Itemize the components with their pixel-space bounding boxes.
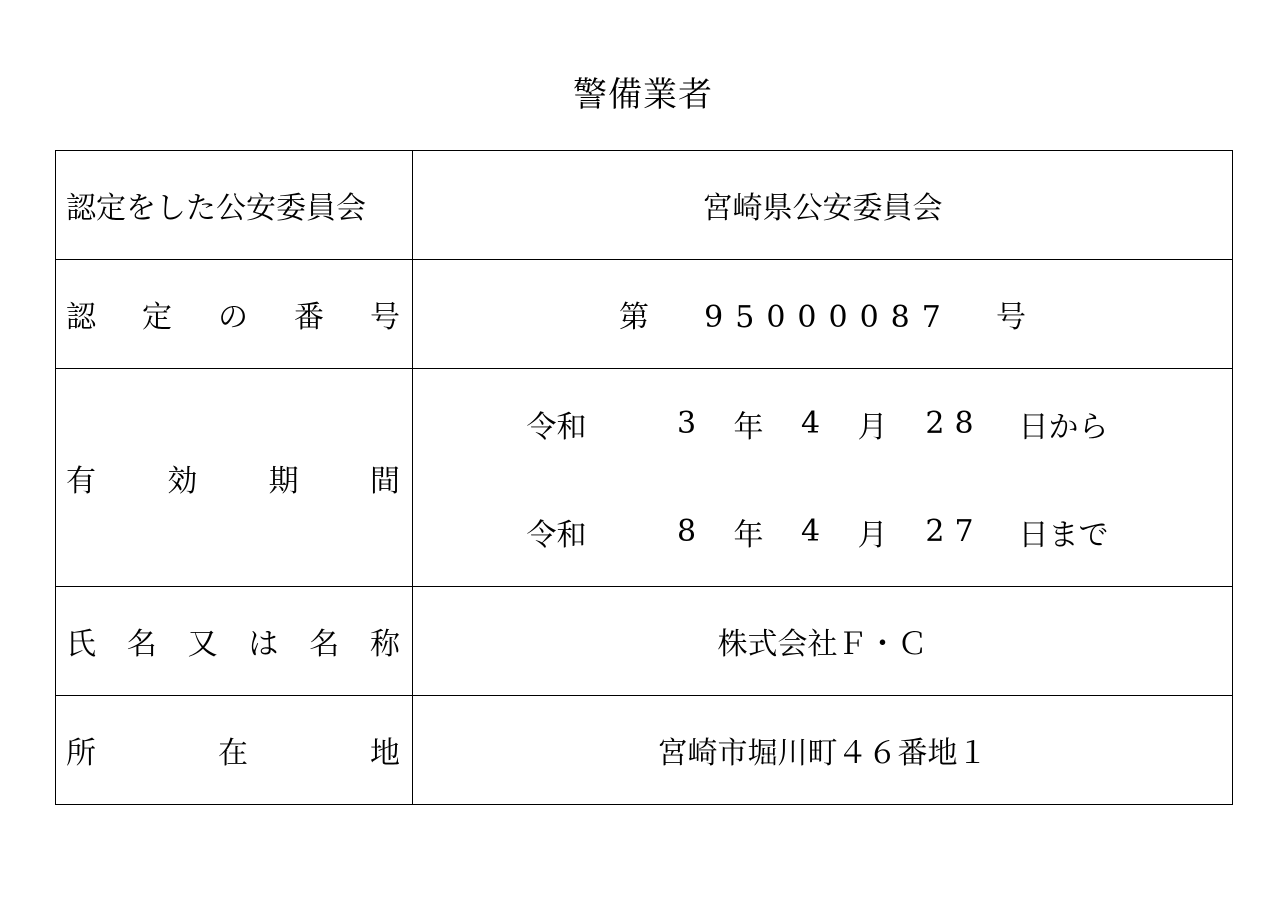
certificate-table [55,150,1233,805]
name-label [56,619,412,663]
from-day: 28 [925,406,984,441]
row-name [56,587,1233,696]
name-label-char: 氏 [66,627,96,662]
to-day: 27 [925,514,984,549]
name-label-char: 称 [369,627,400,662]
number-label-char: 号 [370,300,400,335]
from-month: 4 [800,406,821,441]
address-label-cell [56,696,413,805]
period-label [56,456,412,500]
number-label [56,292,412,336]
address-label [56,728,412,772]
from-month-unit: 月 [857,409,888,445]
commission-value: 宮崎県公安委員会 [702,191,943,226]
name-label-cell [56,587,413,696]
period-label-cell [56,369,413,587]
certification-number: 95000087 [704,300,953,335]
document-title: 警備業者 [573,75,713,115]
name-label-char: は [248,627,279,662]
commission-value-cell [413,151,1233,260]
to-month: 4 [800,514,821,549]
from-year-unit: 年 [733,409,764,445]
from-year: 3 [676,406,697,441]
from-end: 日から [1018,409,1109,445]
to-era: 令和 [526,517,587,553]
to-year: 8 [676,514,697,549]
period-from [413,370,1232,478]
number-label-char: の [218,300,248,335]
row-commission [56,151,1233,260]
name-label-char: 名 [309,627,340,662]
period-label-char: 期 [268,463,299,499]
address-label-char: 在 [218,736,248,771]
address-label-char: 所 [66,736,96,771]
name-value-cell [413,587,1233,696]
number-label-cell [56,260,413,369]
row-address [56,696,1233,805]
name-label-char: 又 [187,627,218,662]
name-label-char: 名 [126,627,157,662]
period-to [413,478,1232,586]
row-number [56,260,1233,369]
address-value-cell [413,696,1233,805]
from-era: 令和 [526,409,587,445]
company-name: 株式会社Ｆ・Ｃ [717,627,928,662]
address-value: 宮崎市堀川町４６番地１ [657,736,988,771]
number-label-char: 認 [66,300,96,335]
number-prefix: 第 [619,300,650,335]
to-year-unit: 年 [733,517,764,553]
to-month-unit: 月 [857,517,888,553]
row-period [56,369,1233,587]
number-label-char: 定 [142,300,172,335]
number-label-char: 番 [294,300,324,335]
period-label-char: 効 [167,463,198,499]
commission-label-cell [56,151,413,260]
address-label-char: 地 [370,736,400,771]
number-suffix: 号 [995,300,1026,335]
period-label-char: 間 [369,463,400,499]
number-value-cell [413,260,1233,369]
to-end: 日まで [1018,517,1109,553]
period-value-cell [413,369,1233,587]
period-label-char: 有 [66,463,96,499]
commission-label: 認定をした公安委員会 [66,191,366,226]
